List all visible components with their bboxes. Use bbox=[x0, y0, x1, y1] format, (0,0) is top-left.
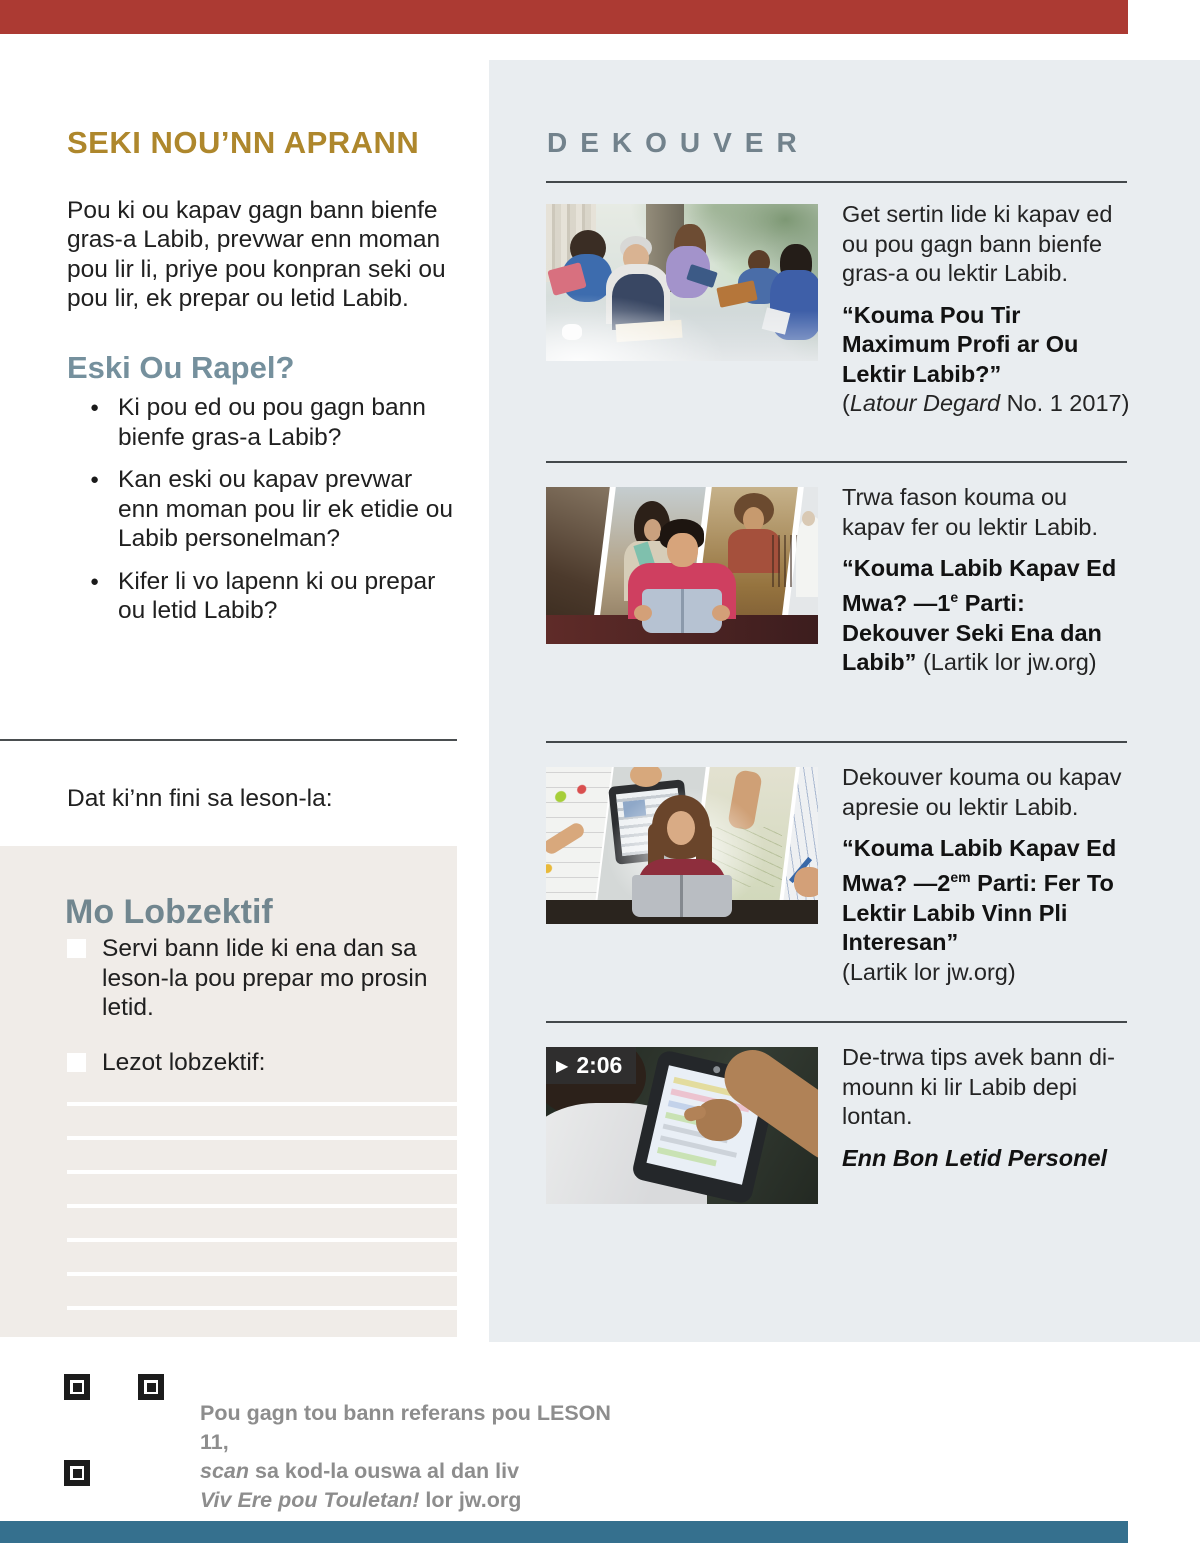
discover-item-2-thumbnail[interactable] bbox=[546, 487, 818, 644]
recall-list bbox=[90, 393, 456, 639]
bullet-icon: ● bbox=[90, 471, 100, 488]
top-accent-bar bbox=[0, 0, 1128, 34]
discover-item-1-text bbox=[842, 200, 1134, 419]
section-divider bbox=[546, 181, 1127, 183]
section-divider bbox=[546, 1021, 1127, 1023]
objective-checkbox[interactable] bbox=[67, 1053, 86, 1072]
intro-paragraph: Pou ki ou kapav gagn bann bienfe gras-a Labib, prevwar enn moman pou lir li, priye pou konpran seki ou pou lir, ek prepar ou letid Labib. bbox=[67, 196, 446, 312]
discover-item-description: Get sertin lide ki kapav ed ou pou gagn bann bienfe gras-a ou lektir Labib. bbox=[842, 201, 1113, 286]
objective-checkbox[interactable] bbox=[67, 939, 86, 958]
video-title: Enn Bon Letid Personel bbox=[842, 1144, 1108, 1171]
video-duration-badge bbox=[546, 1047, 636, 1084]
list-item-text: Kifer li vo lapenn ki ou prepar ou letid Labib? bbox=[118, 567, 436, 624]
qr-caption bbox=[200, 1399, 620, 1515]
cup bbox=[562, 324, 582, 340]
video-thumbnail[interactable] bbox=[546, 1047, 818, 1204]
left-divider bbox=[0, 739, 457, 741]
qr-caption-line: scan sa kod-la ouswa al dan liv bbox=[200, 1459, 520, 1483]
write-line bbox=[67, 1306, 457, 1310]
discover-item-1-thumbnail[interactable] bbox=[546, 204, 818, 361]
play-icon: ▶ bbox=[556, 1057, 569, 1075]
hand bbox=[696, 1099, 742, 1141]
write-line bbox=[67, 1170, 457, 1174]
objective-item bbox=[67, 1048, 437, 1078]
discover-item-2-text bbox=[842, 483, 1134, 678]
qr-finder-icon bbox=[64, 1460, 90, 1486]
page-title: SEKI NOU’NN APRANN bbox=[67, 124, 420, 160]
camera-dot-icon bbox=[713, 1065, 721, 1073]
objective-item bbox=[67, 934, 437, 1023]
discover-item-description: De-trwa tips avek bann di-mounn ki lir Labib depi lontan. bbox=[842, 1044, 1115, 1129]
bullet-icon: ● bbox=[90, 572, 100, 590]
list-item-text: Ki pou ed ou pou gagn bann bienfe gras-a Labib? bbox=[118, 394, 426, 451]
write-line bbox=[67, 1136, 457, 1140]
list-item-text: Kan eski ou kapav prevwar enn moman pou lir ek etidie ou Labib personelman? bbox=[118, 466, 454, 552]
bible-figure bbox=[796, 517, 818, 597]
list-item bbox=[90, 567, 456, 626]
objectives-heading: Mo Lobzektif bbox=[65, 893, 273, 932]
discover-item-title: “Kouma Labib Kapav Ed Mwa? $—2^{em}$ Parti: Fer To Lektir Labib Vinn Pli Interesan” bbox=[842, 835, 1117, 956]
discover-item-description: Dekouver kouma ou kapav apresie ou lektir Labib. bbox=[842, 764, 1122, 820]
list-item bbox=[90, 465, 456, 554]
discover-item-title: “Kouma Pou Tir Maximum Profi ar Ou Lektir Labib?” bbox=[842, 301, 1079, 387]
video-duration: 2:06 bbox=[576, 1052, 623, 1078]
bottom-accent-bar bbox=[0, 1521, 1128, 1543]
discover-item-4-text bbox=[842, 1043, 1134, 1173]
write-line bbox=[67, 1272, 457, 1276]
discover-item-description: Trwa fason kouma ou kapav fer ou lektir Labib. bbox=[842, 484, 1099, 540]
qr-code bbox=[64, 1374, 164, 1486]
objective-text: Lezot lobzektif: bbox=[102, 1049, 266, 1076]
discover-item-source: (Latour Degard No. 1 2017) bbox=[842, 390, 1130, 416]
qr-caption-line: Viv Ere pou Touletan! lor jw.org bbox=[200, 1488, 522, 1512]
discover-item-source: (Lartik lor jw.org) bbox=[842, 958, 1016, 985]
section-divider bbox=[546, 741, 1127, 743]
write-line bbox=[67, 1102, 457, 1106]
objectives-box bbox=[0, 846, 457, 1337]
section-divider bbox=[546, 461, 1127, 463]
recall-heading: Eski Ou Rapel? bbox=[67, 349, 295, 385]
list-item bbox=[90, 393, 456, 452]
qr-finder-icon bbox=[138, 1374, 164, 1400]
discover-item-3-text bbox=[842, 763, 1134, 987]
qr-finder-icon bbox=[64, 1374, 90, 1400]
date-line-label: Dat ki’nn fini sa leson-la: bbox=[67, 784, 333, 812]
discover-item-source: (Lartik lor jw.org) bbox=[916, 649, 1097, 676]
discover-heading: DEKOUVER bbox=[547, 127, 810, 159]
bullet-icon: ● bbox=[90, 399, 100, 416]
objective-text: Servi bann lide ki ena dan sa leson-la pou prepar mo prosin letid. bbox=[102, 935, 428, 1021]
write-line bbox=[67, 1238, 457, 1242]
discover-panel bbox=[489, 60, 1200, 1342]
write-line bbox=[67, 1204, 457, 1208]
discover-item-3-thumbnail[interactable] bbox=[546, 767, 818, 924]
qr-caption-line: Pou gagn tou bann referans pou LESON 11, bbox=[200, 1401, 611, 1454]
discover-item-title: “Kouma Labib Kapav Ed Mwa? —1e Parti: Dekouver Seki Ena dan Labib” (Lartik lor jw.org) bbox=[842, 555, 1117, 676]
